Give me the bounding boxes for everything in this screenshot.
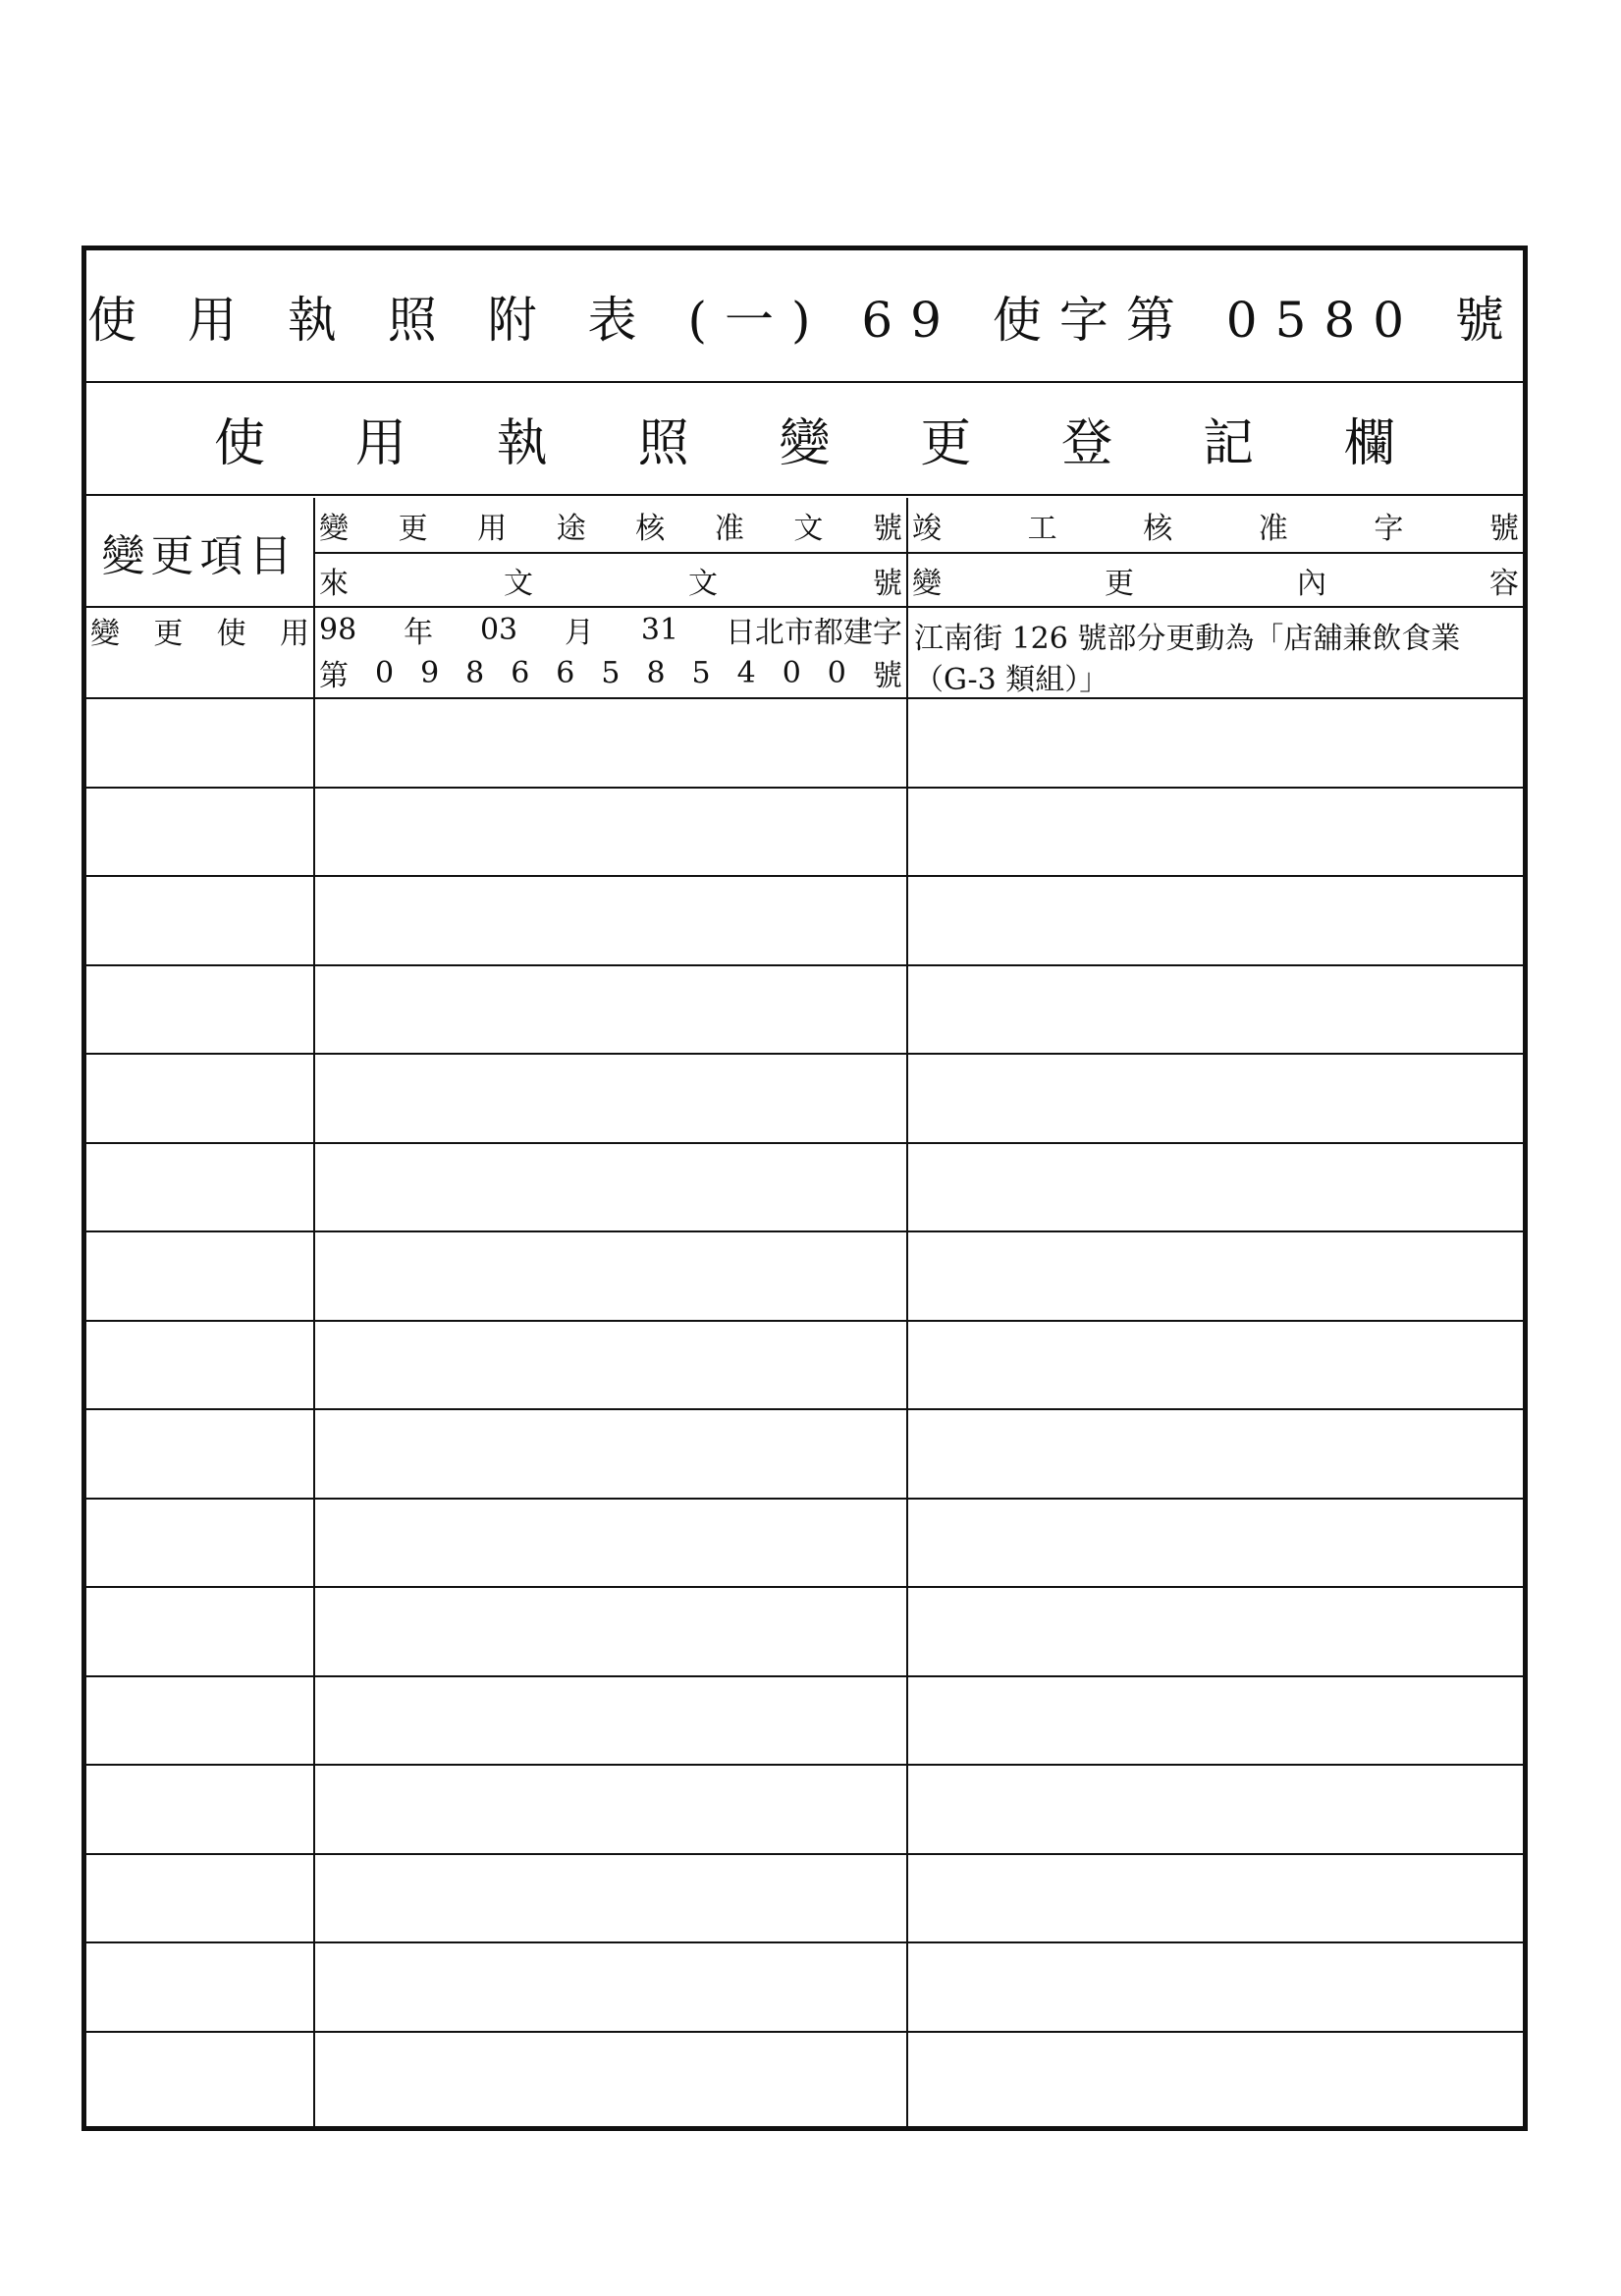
header-char: 號	[873, 566, 902, 601]
item-char: 更	[153, 617, 184, 651]
header-change-content	[908, 554, 1523, 606]
permit-attachment-form	[81, 246, 1528, 2131]
header-char: 內	[1297, 566, 1326, 601]
header-char: 文	[504, 566, 533, 601]
row-doc-line1	[315, 608, 906, 651]
row-content-line1: 江南街 126 號部分更動為「店舖兼飲食業	[914, 622, 1461, 656]
header-char: 號	[872, 511, 902, 546]
register-table	[86, 498, 1523, 2126]
header-char: 核	[1143, 511, 1173, 546]
row-divider	[86, 697, 1523, 699]
doc-part: 5	[691, 655, 711, 690]
header-completion-doc	[908, 498, 1523, 552]
header-char: 准	[1258, 511, 1288, 546]
header-char: 號	[1488, 511, 1519, 546]
subtitle-char: 登	[1061, 414, 1113, 473]
subtitle-char: 用	[354, 414, 406, 473]
row-divider	[86, 964, 1523, 966]
doc-part: 8	[465, 655, 485, 690]
row-divider	[86, 1675, 1523, 1677]
row-divider	[86, 2031, 1523, 2033]
row-divider	[86, 1053, 1523, 1055]
doc-part: 6	[556, 655, 575, 690]
doc-part: 0	[782, 655, 801, 690]
row-divider	[86, 1230, 1523, 1232]
subtitle-char: 更	[920, 414, 972, 473]
doc-part: 4	[736, 655, 756, 690]
header-char: 變	[319, 511, 349, 546]
row-divider	[86, 787, 1523, 789]
header-char: 更	[398, 511, 428, 546]
header-char: 途	[556, 511, 586, 546]
row-divider	[86, 1142, 1523, 1144]
column-divider	[906, 498, 908, 2126]
row-divider	[86, 875, 1523, 877]
subtitle-char: 執	[496, 414, 548, 473]
header-char: 文	[688, 566, 718, 601]
doc-part: 98	[319, 612, 357, 647]
form-subtitle	[86, 383, 1523, 496]
doc-part: 6	[511, 655, 530, 690]
doc-part: 日北市都建字	[725, 616, 902, 650]
header-char: 變	[912, 566, 942, 601]
header-char: 更	[1105, 566, 1134, 601]
header-char: 文	[793, 511, 824, 546]
row-change-item	[86, 608, 313, 653]
row-doc-line2	[315, 651, 906, 694]
doc-part: 年	[404, 616, 434, 650]
header-char: 核	[635, 511, 666, 546]
row-divider	[86, 1408, 1523, 1410]
row-divider	[86, 1853, 1523, 1855]
form-title: 使 用 執 照 附 表 (一) 69 使字第 0580 號	[86, 250, 1523, 383]
doc-part: 03	[479, 612, 518, 647]
row-divider	[86, 1941, 1523, 1943]
doc-part: 0	[374, 655, 395, 690]
header-incoming-doc	[315, 554, 906, 606]
row-divider	[86, 1586, 1523, 1588]
item-char: 使	[216, 617, 246, 651]
header-char: 工	[1027, 511, 1057, 546]
doc-part: 第	[319, 659, 349, 693]
row-content-line2: （G-3 類組）」	[914, 663, 1109, 697]
subtitle-char: 變	[779, 414, 831, 473]
subtitle-char: 照	[637, 414, 689, 473]
subtitle-char: 使	[214, 414, 266, 473]
item-char: 變	[90, 617, 120, 651]
header-char: 用	[477, 511, 508, 546]
header-change-item: 變更項目	[101, 531, 298, 581]
item-char: 用	[279, 617, 309, 651]
subtitle-char: 欄	[1343, 414, 1395, 473]
header-char: 准	[714, 511, 744, 546]
doc-part: 31	[640, 612, 679, 647]
doc-part: 號	[872, 659, 902, 693]
row-divider	[86, 1764, 1523, 1766]
doc-part: 9	[420, 655, 440, 690]
header-char: 來	[319, 566, 349, 601]
row-divider	[86, 1498, 1523, 1500]
doc-part: 月	[565, 616, 594, 650]
header-char: 容	[1489, 566, 1519, 601]
doc-part: 8	[646, 655, 666, 690]
doc-part: 0	[827, 655, 846, 690]
column-divider	[313, 498, 315, 2126]
row-divider	[86, 1320, 1523, 1322]
header-char: 字	[1374, 511, 1404, 546]
header-char: 竣	[912, 511, 942, 546]
header-approval-doc	[315, 498, 906, 552]
doc-part: 5	[601, 655, 621, 690]
subtitle-char: 記	[1203, 414, 1255, 473]
